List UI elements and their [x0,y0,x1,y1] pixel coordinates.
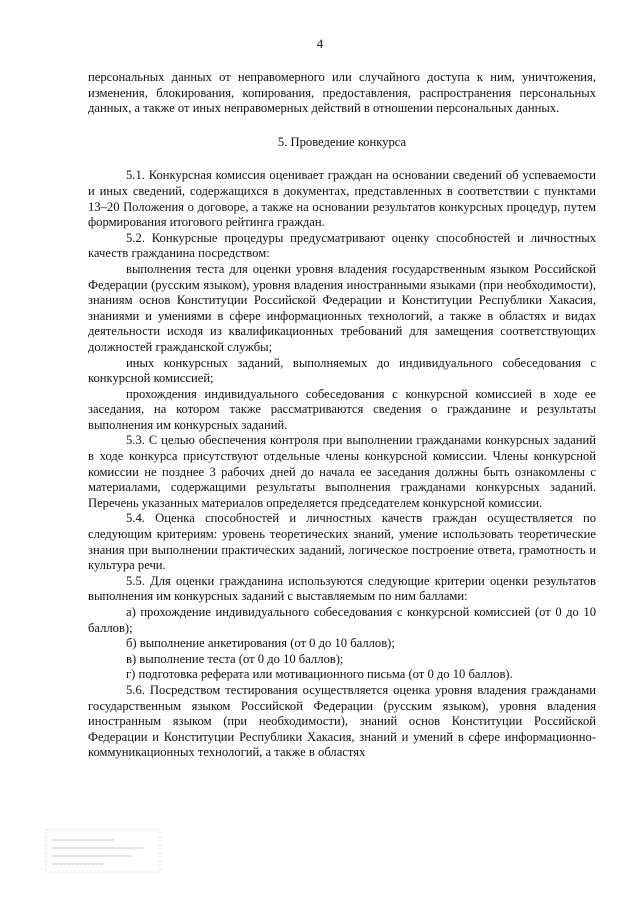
criterion-b: б) выполнение анкетирования (от 0 до 10 баллов); [126,636,395,651]
page-number: 4 [316,36,324,51]
paragraph-5-5: 5.5. Для оценки гражданина используются следующие критерии оценки результатов выполнения им конкурсных заданий с выставляемым по ним баллами: [88,573,596,604]
paragraph-continuation: персональных данных от неправомерного или случайного доступа к ним, уничтожения, изменения, блокирования, копирования, предоставления, распространения персональных данных, а также от иных неправомерных действий в отношении персональных данных. [88,70,596,116]
paragraph-other-tasks: иных конкурсных заданий, выполняемых до индивидуального собеседования с конкурсной комиссией; [88,355,596,386]
criterion-a: а) прохождение индивидуального собеседования с конкурсной комиссией (от 0 до 10 баллов); [88,605,596,635]
paragraph-interview: прохождения индивидуального собеседования с конкурсной комиссией в ходе ее заседания, на котором также рассматриваются сведения о гражданине и результаты выполнения им конкурсных заданий. [88,386,596,432]
paragraph-5-1: 5.1. Конкурсная комиссия оценивает граждан на основании сведений об успеваемости и иных сведений, содержащихся в документах, представленных в соответствии с пунктами 13–20 Положения о договоре, а также на основании результатов конкурсных процедур, путем формирования итогового рейтинга граждан. [88,168,596,230]
faded-stamp-mark [44,828,162,874]
paragraph-5-2: 5.2. Конкурсные процедуры предусматривают оценку способностей и личностных качеств гражданина посредством: [88,230,596,261]
document-body [88,70,596,761]
paragraph-test: выполнения теста для оценки уровня владения государственным языком Российской Федерации (русским языком), уровня владения иностранными языками (при необходимости), знаниям основ Конституции Российской Федерации и Конституции Республики Хакасия, знаниями и умениями в сфере информационных технологий, а также в областях и видах деятельности исходя из квалификационных требований для замещения соответствующих должностей гражданской службы; [88,261,596,354]
section-heading: 5. Проведение конкурса [277,134,407,149]
paragraph-5-4: 5.4. Оценка способностей и личностных качеств граждан осуществляется по следующим критериям: уровень теоретических знаний, умение использовать теоретические знания при выполнении практических заданий, логическое построение ответа, грамотность и культура речи. [88,511,596,573]
criterion-c: в) выполнение теста (от 0 до 10 баллов); [126,651,344,666]
criterion-d: г) подготовка реферата или мотивационного письма (от 0 до 10 баллов). [126,667,513,682]
paragraph-5-6: 5.6. Посредством тестирования осуществляется оценка уровня владения гражданами государственным языком Российской Федерации (русским языком), уровня владения иностранным языком (при необходимости), знаний основ Конституции Российской Федерации и Конституции Республики Хакасия, знаний и умений в сфере информационно-коммуникационных технологий, а также в областях [88,682,596,760]
paragraph-5-3: 5.3. С целью обеспечения контроля при выполнении гражданами конкурсных заданий в ходе конкурса присутствуют отдельные члены конкурсной комиссии. Члены конкурсной комиссии не позднее 3 рабочих дней до начала ее заседания должны быть ознакомлены с материалами, содержащими результаты выполнения гражданами конкурсных заданий. Перечень указанных материалов определяется председателем конкурсной комиссии. [88,433,596,510]
